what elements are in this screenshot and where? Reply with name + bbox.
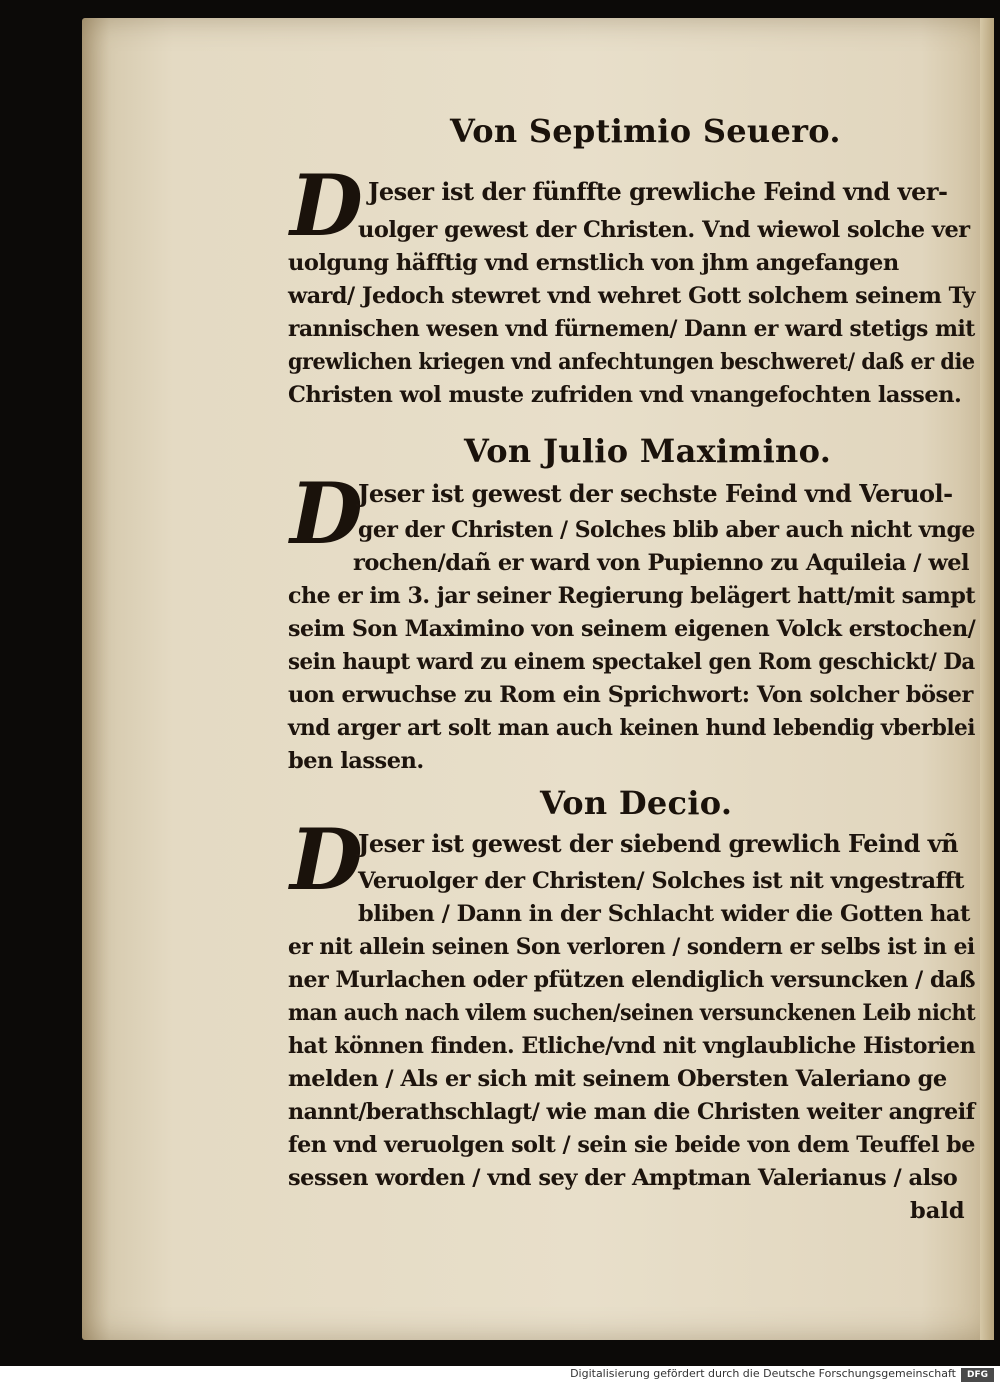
text-line: ward/ Jedoch stewret vnd wehret Gott solchem seinem Ty [288, 283, 975, 309]
text-line: ner Murlachen oder pfützen elendiglich versuncken / daß [288, 967, 975, 993]
text-line: Christen wol muste zufriden vnd vnangefochten lassen. [288, 382, 962, 408]
text-line: man auch nach vilem suchen/seinen versunckenen Leib nicht [288, 1000, 976, 1026]
text-line: grewlichen kriegen vnd anfechtungen beschweret/ daß er die [288, 349, 975, 375]
text-line: Jeser ist der fünffte grewliche Feind vnd ver- [368, 177, 948, 206]
text-line: rochen/dañ er ward von Pupienno zu Aquileia / wel [353, 550, 970, 576]
text-line: hat können finden. Etliche/vnd nit vnglaubliche Historien [288, 1033, 976, 1059]
text-line: uon erwuchse zu Rom ein Sprichwort: Von solcher böser [288, 682, 973, 708]
dfg-logo: DFG [961, 1368, 994, 1382]
text-line: nannt/berathschlagt/ wie man die Christen weiter angreif [288, 1099, 975, 1125]
text-line: Veruolger der Christen/ Solches ist nit vngestrafft [358, 868, 964, 894]
text-line: Jeser ist gewest der siebend grewlich Feind vñ [358, 829, 959, 858]
text-line: sein haupt ward zu einem spectakel gen Rom geschickt/ Da [288, 649, 975, 675]
section-heading-decius: Von Decio. [540, 784, 733, 822]
page-edge [980, 18, 994, 1340]
text-line: seim Son Maximino von seinem eigenen Volck erstochen/ [288, 616, 976, 642]
text-line: rannischen wesen vnd fürnemen/ Dann er ward stetigs mit [288, 316, 975, 342]
text-line: ben lassen. [288, 748, 424, 774]
text-line: Jeser ist gewest der sechste Feind vnd Veruol- [358, 479, 953, 508]
text-line: er nit allein seinen Son verloren / sondern er selbs ist in ei [288, 934, 975, 960]
text-line: uolgung häfftig vnd ernstlich von jhm angefangen [288, 250, 899, 276]
text-line: sessen worden / vnd sey der Amptman Valerianus / also [288, 1165, 958, 1191]
section-heading-maximinus: Von Julio Maximino. [464, 432, 832, 470]
dropcap-2: D [290, 464, 363, 563]
text-line: bliben / Dann in der Schlacht wider die Gotten hat [358, 901, 970, 927]
footer-bar [0, 1366, 1000, 1384]
text-line: uolger gewest der Christen. Vnd wiewol solche ver [358, 217, 970, 243]
section-heading-septimius: Von Septimio Seuero. [450, 112, 841, 150]
text-line: ger der Christen / Solches blib aber auch nicht vnge [358, 517, 975, 543]
dropcap-3: D [290, 810, 363, 909]
text-line: fen vnd veruolgen solt / sein sie beide von dem Teuffel be [288, 1132, 975, 1158]
funding-credit: Digitalisierung gefördert durch die Deutsche Forschungsgemeinschaft [570, 1367, 956, 1380]
text-line: melden / Als er sich mit seinem Obersten Valeriano ge [288, 1066, 947, 1092]
text-line: vnd arger art solt man auch keinen hund lebendig vberblei [288, 715, 976, 741]
dropcap-1: D [290, 156, 363, 255]
text-line: che er im 3. jar seiner Regierung belägert hatt/mit sampt [288, 583, 976, 609]
catchword: bald [910, 1198, 965, 1224]
